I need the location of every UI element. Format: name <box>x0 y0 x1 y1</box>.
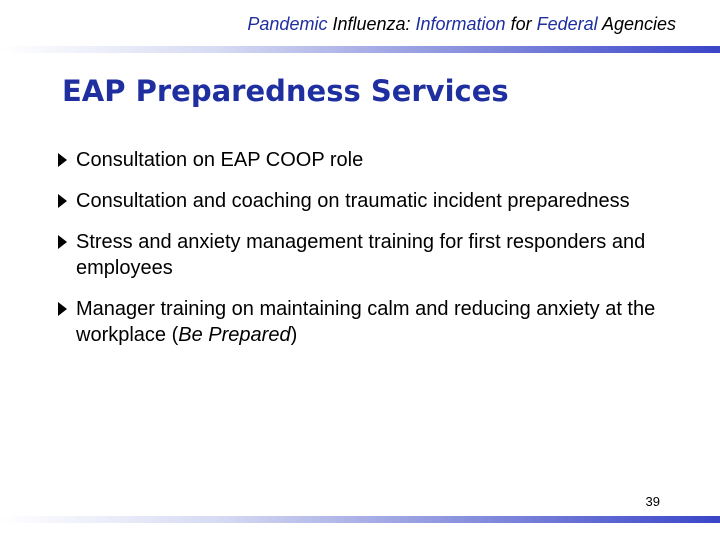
bullet-item <box>56 188 676 214</box>
bullet-item <box>56 147 676 173</box>
bullet-text: Consultation and coaching on traumatic incident preparedness <box>76 190 630 212</box>
bullet-text: Consultation on EAP COOP role <box>76 149 364 171</box>
header-word-federal: Federal <box>536 14 598 34</box>
header-word-information: Information <box>415 14 506 34</box>
triangle-bullet-icon <box>58 194 67 208</box>
bullet-text: Manager training on maintaining calm and reducing anxiety at the workplace ( <box>76 298 656 346</box>
slide-title: EAP Preparedness Services <box>62 74 509 108</box>
page-number: 39 <box>645 494 660 509</box>
bullet-list <box>56 147 676 363</box>
bullet-item <box>56 296 676 348</box>
bullet-text: Stress and anxiety management training for first responders and employees <box>76 231 646 279</box>
bottom-gradient-rule <box>0 516 720 523</box>
header-title <box>247 14 676 35</box>
bullet-item <box>56 229 676 281</box>
header-word-for: for <box>505 14 537 34</box>
header-word-influenza: Influenza: <box>327 14 416 34</box>
header-word-pandemic: Pandemic <box>247 14 328 34</box>
header-word-agencies: Agencies <box>597 14 676 34</box>
triangle-bullet-icon <box>58 302 67 316</box>
bullet-text-tail: ) <box>290 324 298 346</box>
top-gradient-rule <box>0 46 720 53</box>
bullet-emphasis: Be Prepared <box>178 324 291 346</box>
triangle-bullet-icon <box>58 235 67 249</box>
triangle-bullet-icon <box>58 153 67 167</box>
